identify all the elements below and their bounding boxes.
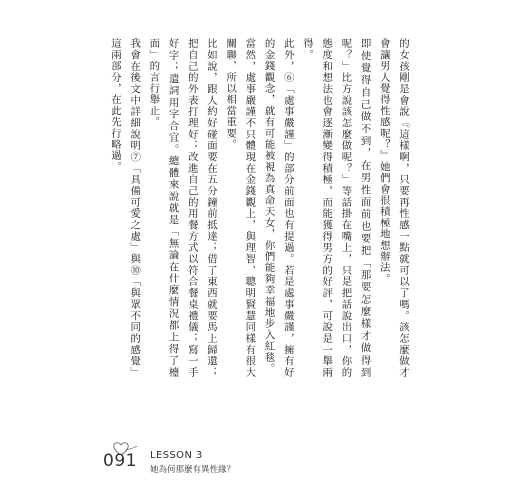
chapter-title: 她為何那麼有異性緣？ xyxy=(150,465,236,475)
body-text xyxy=(108,38,412,378)
paragraph: 我會在後文中詳細說明⑦「具備可愛之處」與⑩「與眾不同的感覺」這兩部分，在此先行略過。 xyxy=(108,38,141,378)
paragraph: 此外，⑥「處事嚴謹」的部分前面也有提過。若是處事嚴謹，擁有好的金錢觀念，就有可能被視為真命天女，你們能夠幸福地步入紅毯。 xyxy=(262,38,294,378)
paragraph: 即使覺得自己做不到，在男性面前也要把「那要怎麼樣才做得到呢？」比方說該怎麼做呢？」等話掛在嘴上，只是把話說出口，你的態度和想法也會逐漸變得積極，而能獲得男方的好評，可說是一舉兩得。 xyxy=(300,38,371,378)
paragraph: 比如說，跟人約好碰面要在五分鐘前抵達；借了東西就要馬上歸還；把自己的外表打理好；改進自己的用餐方式以符合餐桌禮儀；寫一手好字；遣詞用字合宜。總體來說就是「無論在什麼情況都上得了檯面」的言行舉止。 xyxy=(147,38,217,378)
page-number: 091 xyxy=(103,451,137,471)
lesson-label: LESSON 3 xyxy=(150,450,203,461)
paragraph: 的女孩剛是會說『這樣啊，只要再性感一點就可以了嗎。該怎麼做才會讓男人覺得性感呢？』她們會很積極地想辦法。 xyxy=(377,38,409,378)
paragraph: 當然，處事嚴謹不只體現在金錢觀上，與理智、聰明賢慧同樣有很大關聯，所以相當重要。 xyxy=(224,38,256,378)
